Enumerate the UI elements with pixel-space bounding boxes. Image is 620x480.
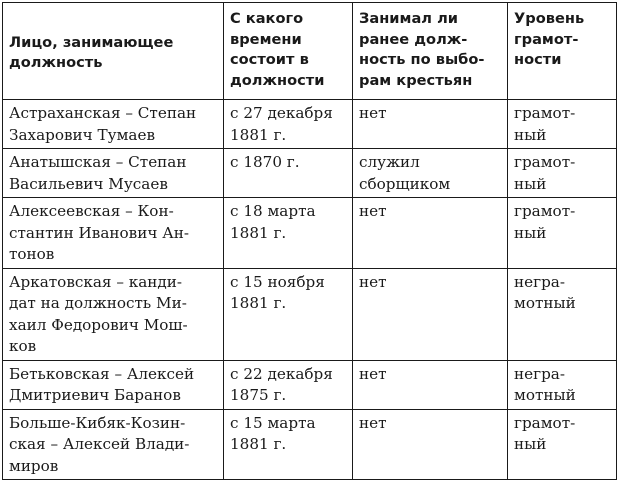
- table-body: [3, 100, 617, 480]
- table-header: [3, 3, 617, 100]
- cell-since: с 15 ноября 1881 г.: [224, 268, 353, 360]
- header-literacy: Уровень грамот- ности: [508, 3, 617, 100]
- cell-previous-elected: нет: [353, 409, 508, 480]
- cell-literacy: грамот- ный: [508, 198, 617, 269]
- cell-since: с 1870 г.: [224, 149, 353, 198]
- cell-since: с 22 декабря 1875 г.: [224, 360, 353, 409]
- header-row: [3, 3, 617, 100]
- table-row: [3, 198, 617, 269]
- officials-table: [2, 2, 617, 480]
- cell-person: Больше-Кибяк-Козин- ская – Алексей Влади- миров: [3, 409, 224, 480]
- cell-person: Алексеевская – Кон- стантин Иванович Ан- тонов: [3, 198, 224, 269]
- cell-previous-elected: нет: [353, 268, 508, 360]
- table-row: [3, 100, 617, 149]
- cell-since: с 18 марта 1881 г.: [224, 198, 353, 269]
- table-row: [3, 268, 617, 360]
- header-since: С какого времени состоит в должности: [224, 3, 353, 100]
- cell-literacy: грамот- ный: [508, 409, 617, 480]
- cell-person: Аркатовская – канди- дат на должность Ми- хаил Федорович Мош- ков: [3, 268, 224, 360]
- header-person: Лицо, занимающее должность: [3, 3, 224, 100]
- cell-literacy: грамот- ный: [508, 149, 617, 198]
- table-row: [3, 409, 617, 480]
- cell-since: с 27 декабря 1881 г.: [224, 100, 353, 149]
- header-previous-elected: Занимал ли ранее долж- ность по выбо- рам крестьян: [353, 3, 508, 100]
- cell-previous-elected: нет: [353, 100, 508, 149]
- cell-person: Анатышская – Степан Васильевич Мусаев: [3, 149, 224, 198]
- cell-literacy: негра- мотный: [508, 360, 617, 409]
- cell-previous-elected: служил сборщиком: [353, 149, 508, 198]
- table-row: [3, 149, 617, 198]
- table-row: [3, 360, 617, 409]
- cell-literacy: грамот- ный: [508, 100, 617, 149]
- cell-literacy: негра- мотный: [508, 268, 617, 360]
- cell-person: Бетьковская – Алексей Дмитриевич Баранов: [3, 360, 224, 409]
- cell-previous-elected: нет: [353, 198, 508, 269]
- cell-since: с 15 марта 1881 г.: [224, 409, 353, 480]
- cell-person: Астраханская – Степан Захарович Тумаев: [3, 100, 224, 149]
- cell-previous-elected: нет: [353, 360, 508, 409]
